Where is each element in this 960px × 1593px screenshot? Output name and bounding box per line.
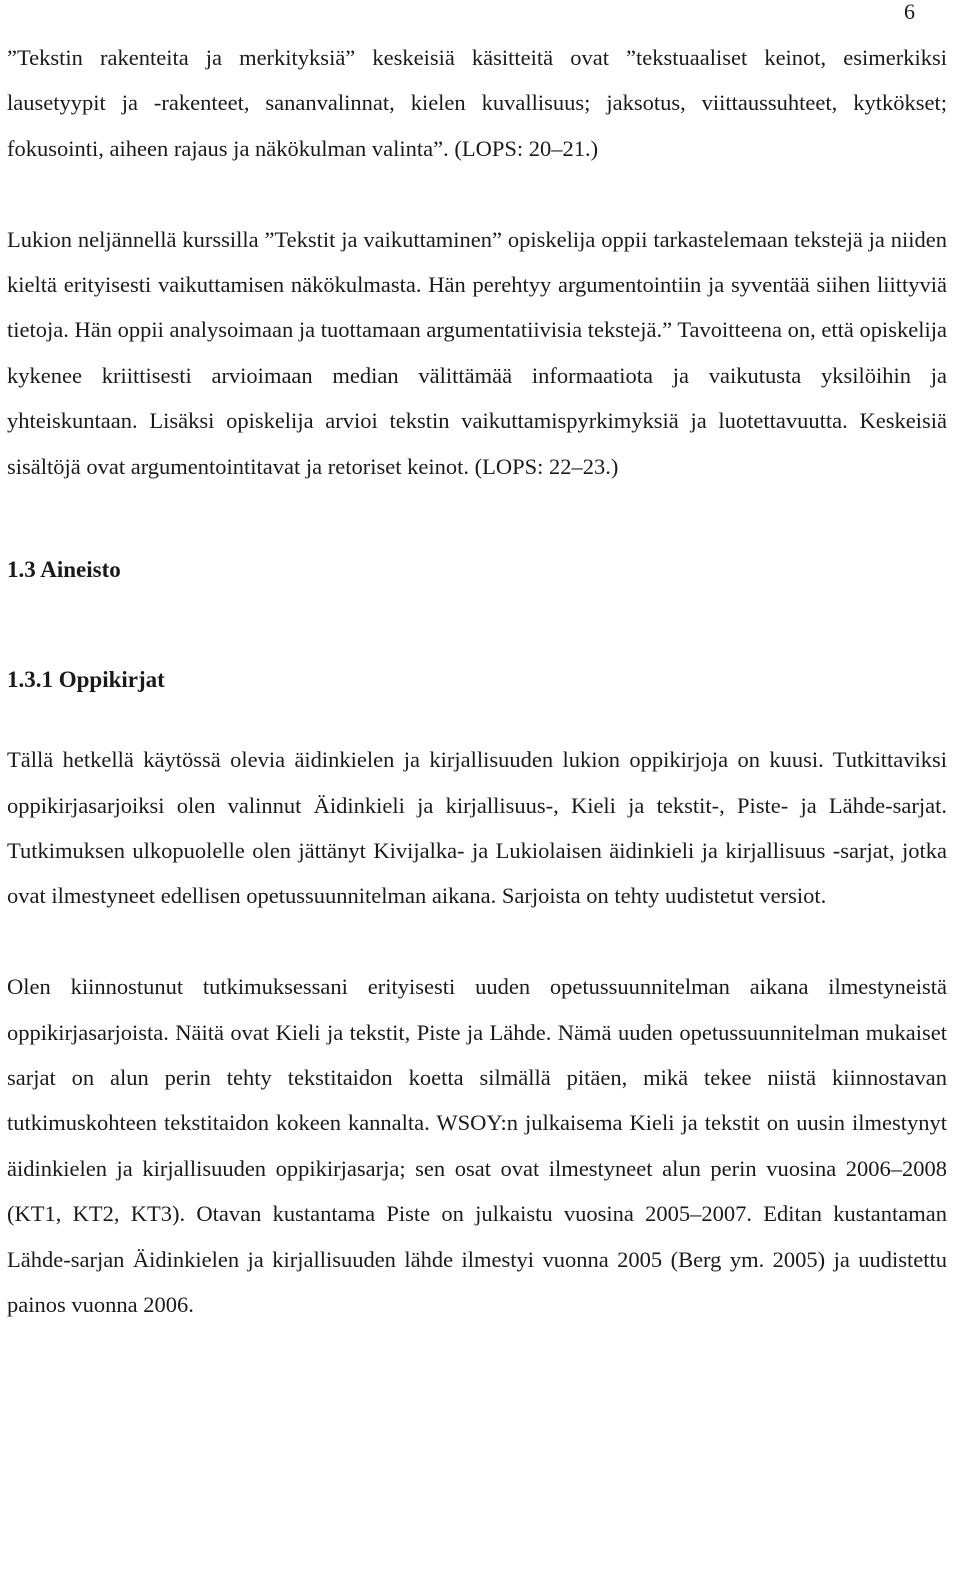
- paragraph-gap: [7, 171, 947, 216]
- paragraph-gap: [7, 593, 947, 657]
- quote-paragraph: ”Tekstin rakenteita ja merkityksiä” keskeisiä käsitteitä ovat ”tekstuaaliset keinot, esimerkiksi lausetyypit ja -rakenteet, sananvalinnat, kielen kuvallisuus; jaksotus, viittaussuhteet, kytkökset; fokusointi, aiheen rajaus ja näkökulman valinta”. (LOPS: 20–21.): [7, 45, 947, 161]
- paragraph-gap: [7, 702, 947, 737]
- document-body: [7, 35, 947, 1328]
- page-number: 6: [904, 0, 915, 24]
- paragraph-gap: [7, 489, 947, 534]
- textbooks-paragraph: Tällä hetkellä käytössä olevia äidinkielen ja kirjallisuuden lukion oppikirjoja on kuusi. Tutkittaviksi oppikirjasarjoiksi olen valinnut Äidinkieli ja kirjallisuus-, Kieli ja tekstit-, Piste- ja Lähde-sarjat. Tutkimuksen ulkopuolelle olen jättänyt Kivijalka- ja Lukiolaisen äidinkieli ja kirjallisuus -sarjat, jotka ovat ilmestyneet edellisen opetussuunnitelman aikana. Sarjoista on tehty uudistetut versiot.: [7, 747, 947, 909]
- subsection-heading: 1.3.1 Oppikirjat: [7, 666, 165, 692]
- course-paragraph: Lukion neljännellä kurssilla ”Tekstit ja vaikuttaminen” opiskelija oppii tarkastelemaan tekstejä ja niiden kieltä erityisesti vaikuttamisen näkökulmasta. Hän perehtyy argumentointiin ja syventää siihen liittyviä tietoja. Hän oppii analysoimaan ja tuottamaan argumentatiivisia tekstejä.” Tavoitteena on, että opiskelija kykenee kriittisesti arvioimaan median välittämää informaatiota ja vaikutusta yksilöihin ja yhteiskuntaan. Lisäksi opiskelija arvioi tekstin vaikuttamispyrkimyksiä ja luotettavuutta. Keskeisiä sisältöjä ovat argumentointitavat ja retoriset keinot. (LOPS: 22–23.): [7, 226, 947, 479]
- paragraph-gap: [7, 919, 947, 964]
- section-heading: 1.3 Aineisto: [7, 557, 121, 583]
- paragraph-gap: [7, 534, 947, 547]
- interest-paragraph: Olen kiinnostunut tutkimuksessani erityisesti uuden opetussuunnitelman aikana ilmestyneistä oppikirjasarjoista. Näitä ovat Kieli ja tekstit, Piste ja Lähde. Nämä uuden opetussuunnitelman mukaiset sarjat on alun perin tehty tekstitaidon koetta silmällä pitäen, mikä tekee niistä kiinnostavan tutkimuskohteen tekstitaidon kokeen kannalta. WSOY:n julkaisema Kieli ja tekstit on uusin ilmestynyt äidinkielen ja kirjallisuuden oppikirjasarja; sen osat ovat ilmestyneet alun perin vuosina 2006–2008 (KT1, KT2, KT3). Otavan kustantama Piste on julkaistu vuosina 2005–2007. Editan kustantaman Lähde-sarjan Äidinkielen ja kirjallisuuden lähde ilmestyi vuonna 2005 (Berg ym. 2005) ja uudistettu painos vuonna 2006.: [7, 974, 947, 1318]
